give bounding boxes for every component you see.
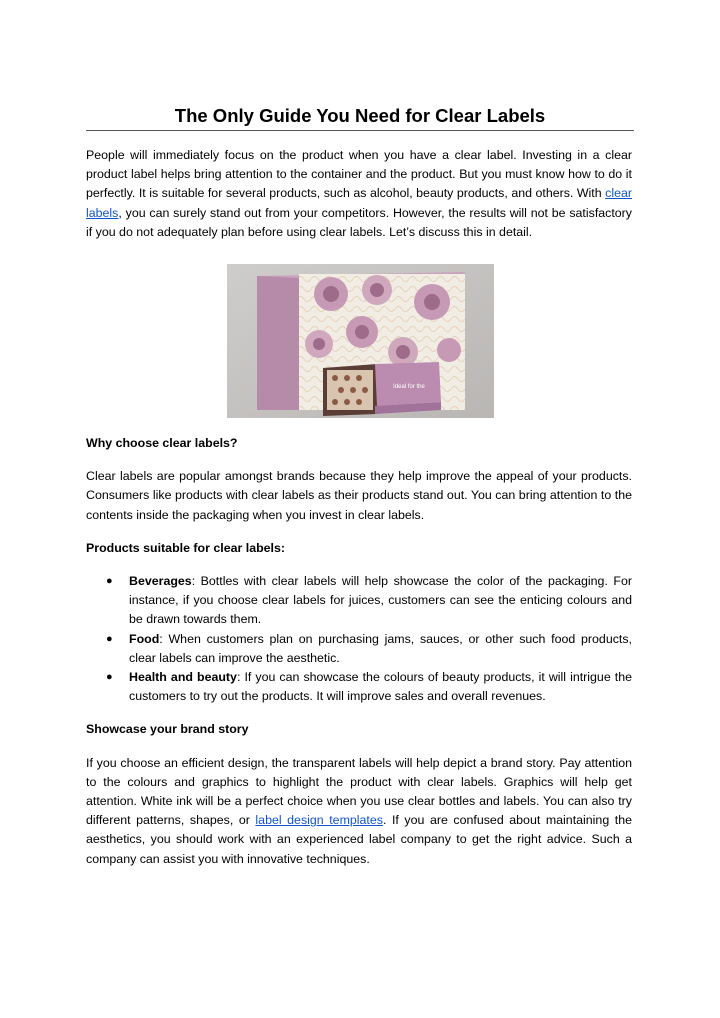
label-design-templates-link[interactable]: label design templates [255, 813, 383, 828]
page-title: The Only Guide You Need for Clear Labels [174, 105, 546, 126]
box-packaging-illustration [227, 264, 494, 418]
brand-story-paragraph: If you choose an efficient design, the transparent labels will help depict a brand story. Pay attention to the colours and graphics to highlight the product with clear labels. Graphics will help get attention. White ink will be a perfect choice when you use clear bottles and labels. You can also try different patterns, shapes, or label design templates. If you are confused about maintaining the aesthetics, you should work with an experienced label company to get the right advice. Such a company can assist you with innovative techniques. [86, 755, 633, 866]
product-photo [227, 264, 494, 418]
title-divider [86, 130, 634, 131]
brand-story-heading: Showcase your brand story [86, 722, 249, 737]
list-item: ● Food: When customers plan on purchasing jams, sauces, or other such food products, clear labels can improve the aesthetic. [106, 631, 632, 665]
products-list [86, 572, 632, 706]
why-paragraph: Clear labels are popular amongst brands because they help improve the appeal of your products. Consumers like products with clear labels as their products stand out. You can bring attention to the contents inside the packaging when you invest in clear labels. [86, 469, 632, 522]
article-body [86, 146, 632, 869]
bullet-icon: ● [106, 671, 113, 684]
list-item: ● Health and beauty: If you can showcase the colours of beauty products, it will intrigue the customers to try out the products. It will improve sales and overall revenues. [106, 670, 632, 704]
why-heading: Why choose clear labels? [86, 436, 238, 451]
intro-paragraph: People will immediately focus on the product when you have a clear label. Investing in a clear product label helps bring attention to the container and the product. But you must know how to do it perfectly. It is suitable for several products, such as alcohol, beauty products, and others. With clear labels, you can surely stand out from your competitors. However, the results will not be satisfactory if you do not adequately plan before using clear labels. Let’s discuss this in detail. [86, 148, 632, 239]
box-label-text: Ideal for the [393, 384, 425, 391]
list-item: ● Beverages: Bottles with clear labels will help showcase the color of the packaging. For instance, if you choose clear labels for juices, customers can see the enticing colours and be drawn towards them. [106, 574, 632, 627]
clear-labels-link[interactable]: clear labels [86, 186, 632, 220]
bullet-icon: ● [106, 632, 113, 645]
bullet-icon: ● [106, 575, 113, 588]
products-heading: Products suitable for clear labels: [86, 540, 286, 555]
